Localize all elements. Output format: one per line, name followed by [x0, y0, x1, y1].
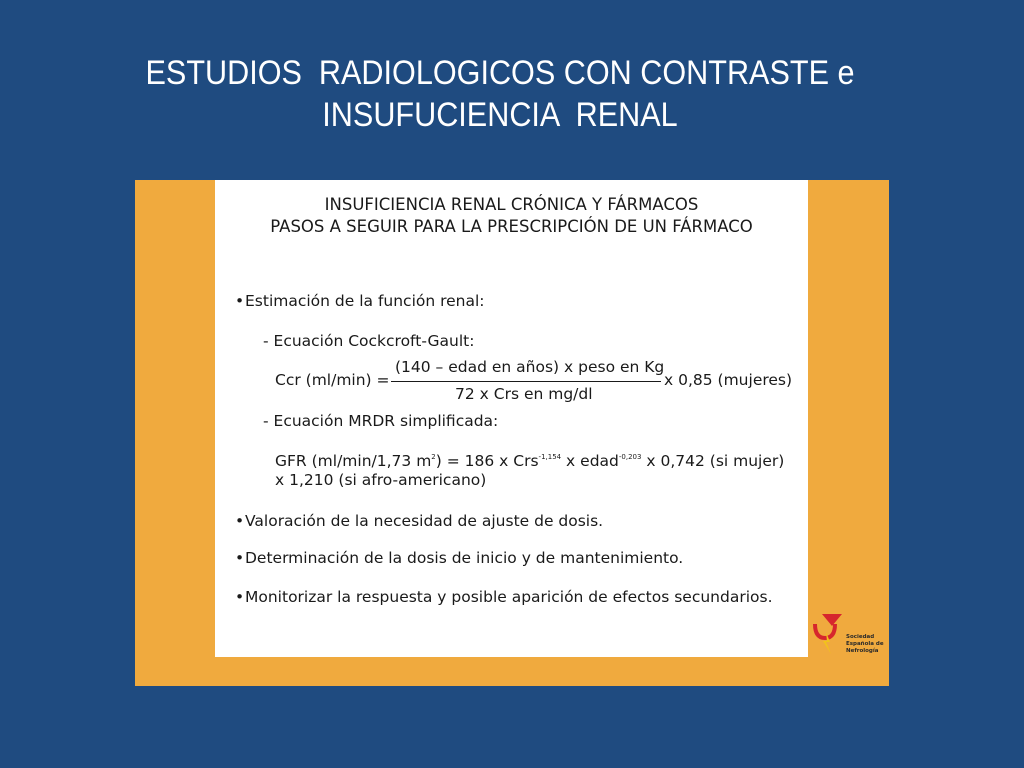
bullet-icon: •	[235, 292, 245, 310]
bullet-initial-dose	[235, 549, 683, 567]
content-panel	[215, 180, 808, 657]
bullet-monitoring	[235, 588, 773, 606]
fraction-line	[391, 381, 661, 382]
logo-text	[846, 634, 884, 655]
mrdr-title: - Ecuación MRDR simplificada:	[263, 412, 499, 430]
cockcroft-gault-numerator: (140 – edad en años) x peso en Kg	[395, 358, 665, 376]
mrdr-sup-1: 2	[431, 453, 436, 461]
bullet-icon: •	[235, 588, 245, 606]
mrdr-part-3: x edad	[561, 452, 619, 470]
cockcroft-gault-factor: x 0,85 (mujeres)	[664, 371, 793, 389]
cockcroft-gault-lhs: Ccr (ml/min) =	[275, 371, 390, 389]
cockcroft-gault-title: - Ecuación Cockcroft-Gault:	[263, 332, 475, 350]
bullet-renal-function	[235, 292, 485, 310]
slide-title-line-1: ESTUDIOS RADIOLOGICOS CON CONTRASTE e	[145, 54, 855, 92]
bullet-icon: •	[235, 549, 245, 567]
logo-text-line-1: Sociedad	[846, 634, 875, 640]
mrdr-equation-line-1	[275, 452, 784, 470]
bullet-icon: •	[235, 512, 245, 530]
panel-heading	[215, 194, 808, 238]
bullet-renal-function-text: Estimación de la función renal:	[245, 292, 485, 310]
mrdr-sup-2: -1,154	[538, 453, 562, 461]
bullet-dose-adjustment-text: Valoración de la necesidad de ajuste de dosis.	[245, 512, 604, 530]
sociedad-espanola-nefrologia-logo	[812, 612, 886, 662]
logo-emblem-icon	[812, 612, 846, 656]
bullet-monitoring-text: Monitorizar la respuesta y posible aparición de efectos secundarios.	[245, 588, 773, 606]
cockcroft-gault-denominator: 72 x Crs en mg/dl	[455, 385, 593, 403]
slide-title-line-2: INSUFUCIENCIA RENAL	[322, 96, 678, 134]
mrdr-sup-3: -0,203	[618, 453, 642, 461]
logo-text-line-3: Nefrología	[846, 648, 879, 654]
mrdr-equation-line-2: x 1,210 (si afro-americano)	[275, 471, 487, 489]
mrdr-part-4: x 0,742 (si mujer)	[641, 452, 785, 470]
bullet-initial-dose-text: Determinación de la dosis de inicio y de mantenimiento.	[245, 549, 684, 567]
mrdr-part-2: ) = 186 x Crs	[435, 452, 539, 470]
mrdr-part-1: GFR (ml/min/1,73 m	[275, 452, 432, 470]
panel-heading-line-1: INSUFICIENCIA RENAL CRÓNICA Y FÁRMACOS	[324, 195, 699, 214]
panel-heading-line-2: PASOS A SEGUIR PARA LA PRESCRIPCIÓN DE UN FÁRMACO	[270, 217, 753, 236]
slide-title	[104, 52, 896, 136]
bullet-dose-adjustment	[235, 512, 603, 530]
logo-text-line-2: Española de	[846, 641, 884, 647]
